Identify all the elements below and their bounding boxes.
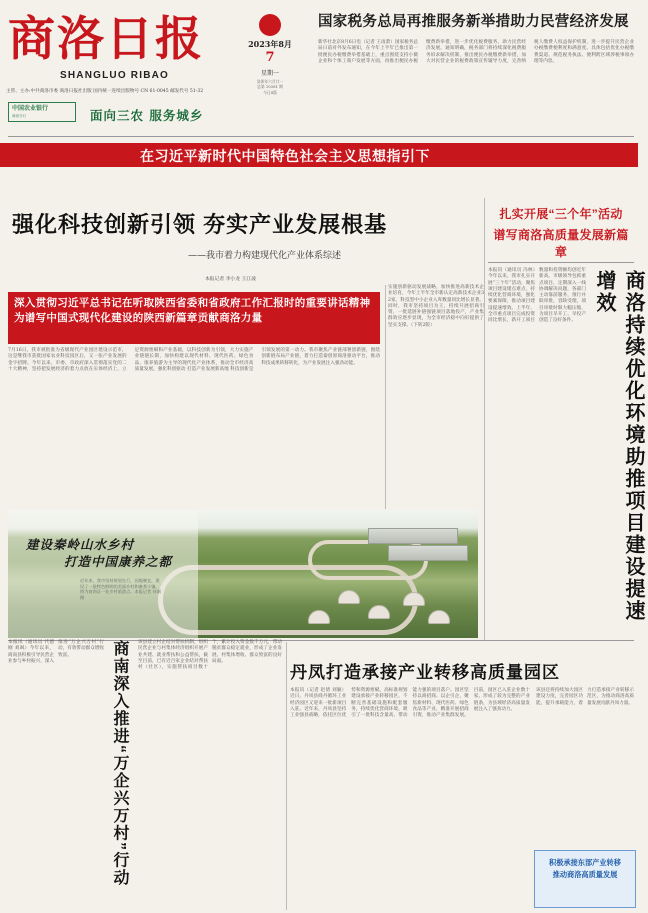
top-story-body: 新华社北京8月6日电（记者 王雨萧）国家税务总局日前对外发布通知，在今年上半年已推出第一批便民办税缴费举措基础上，重点围绕支持小微企业和个体工商户发展等方面，再推出便民办税缴费新举措，进一步优化税费服务，助力民营经济发展。通知明确，税务部门将持续深化税费服务诉求解决机制，推出便民办税缴费新举措，加大对民营企业的税费政策宣传辅导力度，完善纳税人缴费人权益保护机制，进一步提升民营企业办税缴费便利度和满意度。具体包括优化办税缴费渠道、规范税务执法、便利跨区域涉税事项办理等内容。 (318, 40, 634, 64)
photo-greenhouse (388, 545, 468, 561)
lead-boxhead-line-2: 为谱写中国式现代化建设的陕西新篇章贡献商洛力量 (14, 312, 263, 324)
right-promo-line-1: 扎实开展“三个年”活动 (499, 207, 623, 221)
photo-caption-title-1: 建设秦岭山水乡村 (26, 537, 135, 552)
date-meta (240, 79, 300, 95)
banner (0, 143, 638, 167)
photo-caption-title (26, 536, 176, 570)
photo-dome (428, 610, 450, 624)
bank-slogan: 面向三农 服务城乡 (90, 108, 204, 123)
right-column-body: 本报讯（通讯员 冯林）今年以来，我市扎实开展“三个年”活动，聚焦项目建设堵点难点，持续优化营商环境，强化要素保障，推动项目建设提速增效。上半年，全市重点项目完成投资同比增长，新开工项目数量和投资额均创近年新高。市级领导包抓重点项目，定期深入一线协调解决问题，各部门主动靠前服务，推行并联审批、容缺受理，项目审批时限大幅压缩，为项目早开工、早投产创造了良好条件。 (488, 268, 586, 324)
bottom-left-headline[interactable] (108, 640, 134, 910)
emblem-icon (259, 14, 281, 36)
bank-sub: 商洛分行 (12, 114, 26, 118)
lead-photo[interactable] (8, 510, 478, 638)
bottom-left-headline-text: 商南深入推进“万企兴万村”行动 (111, 640, 128, 887)
lead-byline: 本报记者 李小龙 王江波 (205, 277, 257, 282)
masthead-pinyin: SHANGLUO RIBAO (60, 70, 170, 81)
banner-text: 在习近平新时代中国特色社会主义思想指引下 (140, 148, 430, 164)
right-promo-line-2: 谱写商洛高质量发展新篇章 (493, 228, 629, 259)
date-year: 2023年8月 (248, 39, 292, 49)
date-pages: 今日4版 (263, 89, 277, 95)
date-issue: 总第 10381 期 (257, 84, 283, 90)
divider (385, 285, 386, 509)
lead-body-right: 实施创新驱动发展战略，加快推进高新技术企业培育，今年上半年全市新认定高新技术企业32家，科技型中小企业入库数量同比增长显著。同时，我市坚持项目为王，持续开展招商引资，一批延链补链强链项目落地投产，产业集群效应逐步显现，为全市经济稳中向好提供了坚实支撑。（下转2版） (388, 285, 484, 328)
bottom-left-body-a: 本报讯（通讯员 代德刚 刘飒）今年以来，商南县积极引导民营企业参与乡村振兴，深入推进“万企兴万村”行动，有效带动群众增收致富。 (8, 640, 104, 664)
right-column-headline-text: 商洛持续优化环境助推项目建设提速增效 (593, 270, 644, 622)
lead-boxhead (8, 292, 380, 344)
photo-caption-title-2: 打造中国康养之都 (64, 554, 173, 569)
right-column-headline[interactable] (590, 270, 644, 640)
divider (484, 198, 485, 640)
date-block (240, 10, 300, 125)
right-promo[interactable] (488, 205, 634, 259)
top-story-headline[interactable]: 国家税务总局再推服务新举措助力民营经济发展 (318, 14, 629, 30)
lead-body-left: 7月16日，我市被批准为省级现代产业园区建设示范市，这是继我市获批国家农业科技园区后，又一张产业发展的金字招牌。今年以来，市委、市政府深入贯彻落实党的二十大精神，坚持把发展经济的着力点放在实体经济上，立足资源禀赋和产业基础，以科技创新为引领，大力实施产业链链长制，加快构建以现代材料、现代医药、绿色食品、康养旅游为主导的现代化产业体系，推动全市经济高质量发展。强化科创驱动 打造产业发展新高地 科技创新是引领发展的第一动力。我市聚焦产业链部署创新链，围绕创新链布局产业链，着力打造秦创原商洛驱动平台，推动科技成果转移转化，为产业发展注入强劲动能。 (8, 348, 380, 372)
bottom-right-box-line-1: 积极承接东部产业转移 (549, 858, 621, 867)
bottom-center-body: 本报讯（记者 赵倩 刘颖）近日，丹凤县商丹循环工业经济园区又迎来一批新项目入驻。近年来，丹凤县坚持工业强县战略，依托区位优势和资源禀赋，高标准规划建设承接产业转移园区，不断完善基础设施和配套服务，持续优化营商环境，吸引了一批科技含量高、带动能力强的项目落户。园区坚持以商招商、以企引企，聚焦新材料、现代医药、绿色食品等产业，精准开展招商引资，推动产业集群发展。目前，园区已入驻企业数十家，形成了较为完整的产业链条，为县域经济高质量发展注入了强劲动力。 (290, 688, 530, 719)
masthead-info: 主管、主办:中共商洛市委 商洛日报社出版 国内统一连续出版物号 CN 61-0045 邮发代号 51-32 (6, 89, 204, 94)
bottom-right-box-line-2: 推动商洛高质量发展 (552, 870, 618, 879)
bottom-center-headline[interactable]: 丹凤打造承接产业转移高质量园区 (290, 663, 560, 682)
bank-logo (8, 102, 76, 122)
date-weekday: 星期一 (260, 70, 279, 77)
bank-name: 中国农业银行 (12, 105, 49, 112)
photo-greenhouse (368, 528, 458, 544)
lead-boxhead-line-1: 深入贯彻习近平总书记在听取陕西省委和省政府工作汇报时的重要讲话精神 (14, 297, 371, 309)
masthead-title: 商洛日报 (8, 12, 204, 67)
photo-dome (403, 592, 425, 606)
lead-subhead: ——我市着力构建现代化产业体系综述 (188, 251, 342, 261)
bottom-left-body-b: 该县建立村企结对帮扶机制，组织民营企业与村集体经济组织开展产业共建、就业帮扶和公益帮扶，截至目前，已有近百家企业结对帮扶村（社区），实施帮扶项目数十个，累计投入资金数千万元，带动脱贫群众稳定就业，形成了企业发展、村集体增收、群众致富的良好局面。 (138, 640, 282, 671)
bottom-right-body: 该县还将持续加大园区建设力度，完善园区功能，提升承载能力，着力打造承接产业转移示范区，为推动商洛高质量发展贡献丹凤力量。 (536, 688, 634, 706)
bottom-right-box[interactable] (534, 850, 636, 908)
lead-headline[interactable]: 强化科技创新引领 夯实产业发展根基 (12, 212, 388, 237)
date-day: 7 (265, 50, 275, 65)
photo-caption-body: 近年来，我市坚持规划先行，因地制宜，建设了一批特色鲜明的美丽乡村和康养小镇，图为商南县一处乡村旅游点。本报记者 何刚 摄 (80, 578, 161, 600)
date-lunar: 癸卯年六月廿一 (256, 79, 284, 84)
divider (488, 262, 634, 263)
divider (8, 136, 634, 137)
divider (286, 642, 287, 910)
